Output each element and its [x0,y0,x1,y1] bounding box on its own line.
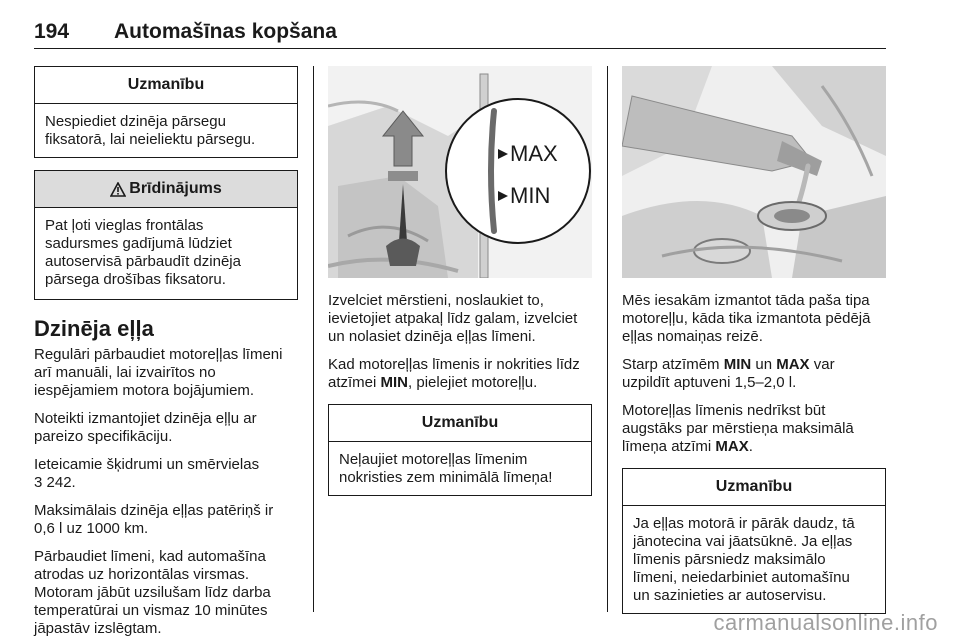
paragraph-dipstick: Izvelciet mērstieni, noslaukiet to, ievietojiet atpakaļ līdz galam, izvelciet un nolasiet dzinēja eļļas līmeni. [328,292,578,345]
paragraph-max-limit: Motoreļļas līmenis nedrīkst būt augstāks par mērstieņa maksimālā līmeņa atzīmi MAX. [622,402,854,455]
column-divider [607,66,608,612]
warning-title [35,171,297,208]
notice-box-hood [34,66,298,158]
min-mark-label: MIN [510,183,551,208]
notice-text: Neļaujiet motoreļļas līmenim nokristies zem minimālā līmeņa! [339,451,553,486]
page-header [34,18,886,49]
dipstick-illustration [328,66,592,278]
oil-fill-illustration [622,66,886,278]
notice-title: Uzmanību [35,67,297,104]
notice-text [35,104,297,159]
column-2 [328,66,592,496]
notice-box-min-level [328,404,592,496]
notice-line: fiksatorā, lai neieliektu pārsegu. [45,131,256,148]
watermark: carmanualsonline.info [713,610,938,635]
paragraph-check-level: Regulāri pārbaudiet motoreļļas līmeni arī manuāli, lai izvairītos no iespējamiem motora bojājumiem. [34,346,283,399]
paragraph-fill-amount: Starp atzīmēm MIN un MAX var uzpildīt aptuveni 1,5–2,0 l. [622,356,835,391]
notice-text: Ja eļļas motorā ir pārāk daudz, tā jānotecina vai jāatsūknē. Ja eļļas līmenis pārsniedz maksimālo līmeni, neiedarbiniet automašīnu un sazinieties ar autoservisu. [633,515,855,604]
page-number: 194 [34,20,70,43]
warning-line: sadursmes gadījumā lūdziet [45,235,232,252]
notice-box-overfill [622,468,886,614]
paragraph-spec: Noteikti izmantojiet dzinēja eļļu ar pareizo specifikāciju. [34,410,257,445]
paragraph-min-refill: Kad motoreļļas līmenis ir nokrities līdz atzīmei MIN, pielejiet motoreļļu. [328,356,580,391]
warning-line: Pat ļoti vieglas frontālas [45,217,204,234]
paragraph-consumption: Maksimālais dzinēja eļļas patēriņš ir 0,6 l uz 1000 km. [34,502,274,537]
max-mark-label: MAX [510,141,558,166]
column-3 [622,66,886,614]
paragraph-conditions: Pārbaudiet līmeni, kad automašīna atrodas uz horizontālas virsmas. Motoram jābūt uzsilušam līdz darba temperatūrai un vismaz 10 minūtes jāpastāv izslēgtam. [34,548,271,637]
chapter-title: Automašīnas kopšana [114,20,337,43]
notice-line: Nespiediet dzinēja pārsegu [45,113,226,130]
warning-line: pārsega drošības fiksatoru. [45,271,226,288]
warning-triangle-icon [110,182,126,197]
notice-title: Uzmanību [623,469,885,506]
warning-box [34,170,298,300]
notice-title: Uzmanību [329,405,591,442]
paragraph-same-oil: Mēs iesakām izmantot tāda paša tipa motoreļļu, kāda tika izmantota pēdējā eļļas nomaiņas reizē. [622,292,871,345]
warning-title-text: Brīdinājums [129,180,222,197]
paragraph-fluids-ref: Ieteicamie šķidrumi un smērvielas 3 242. [34,456,260,491]
page-ref-icon: 3 [34,474,43,491]
column-1 [34,66,298,638]
column-divider [313,66,314,612]
section-title: Dzinēja eļļa [34,316,154,341]
warning-text [35,208,297,299]
page-ref-link[interactable]: 3 242. [34,474,76,491]
warning-line: autoservisā pārbaudīt dzinēja [45,253,241,270]
